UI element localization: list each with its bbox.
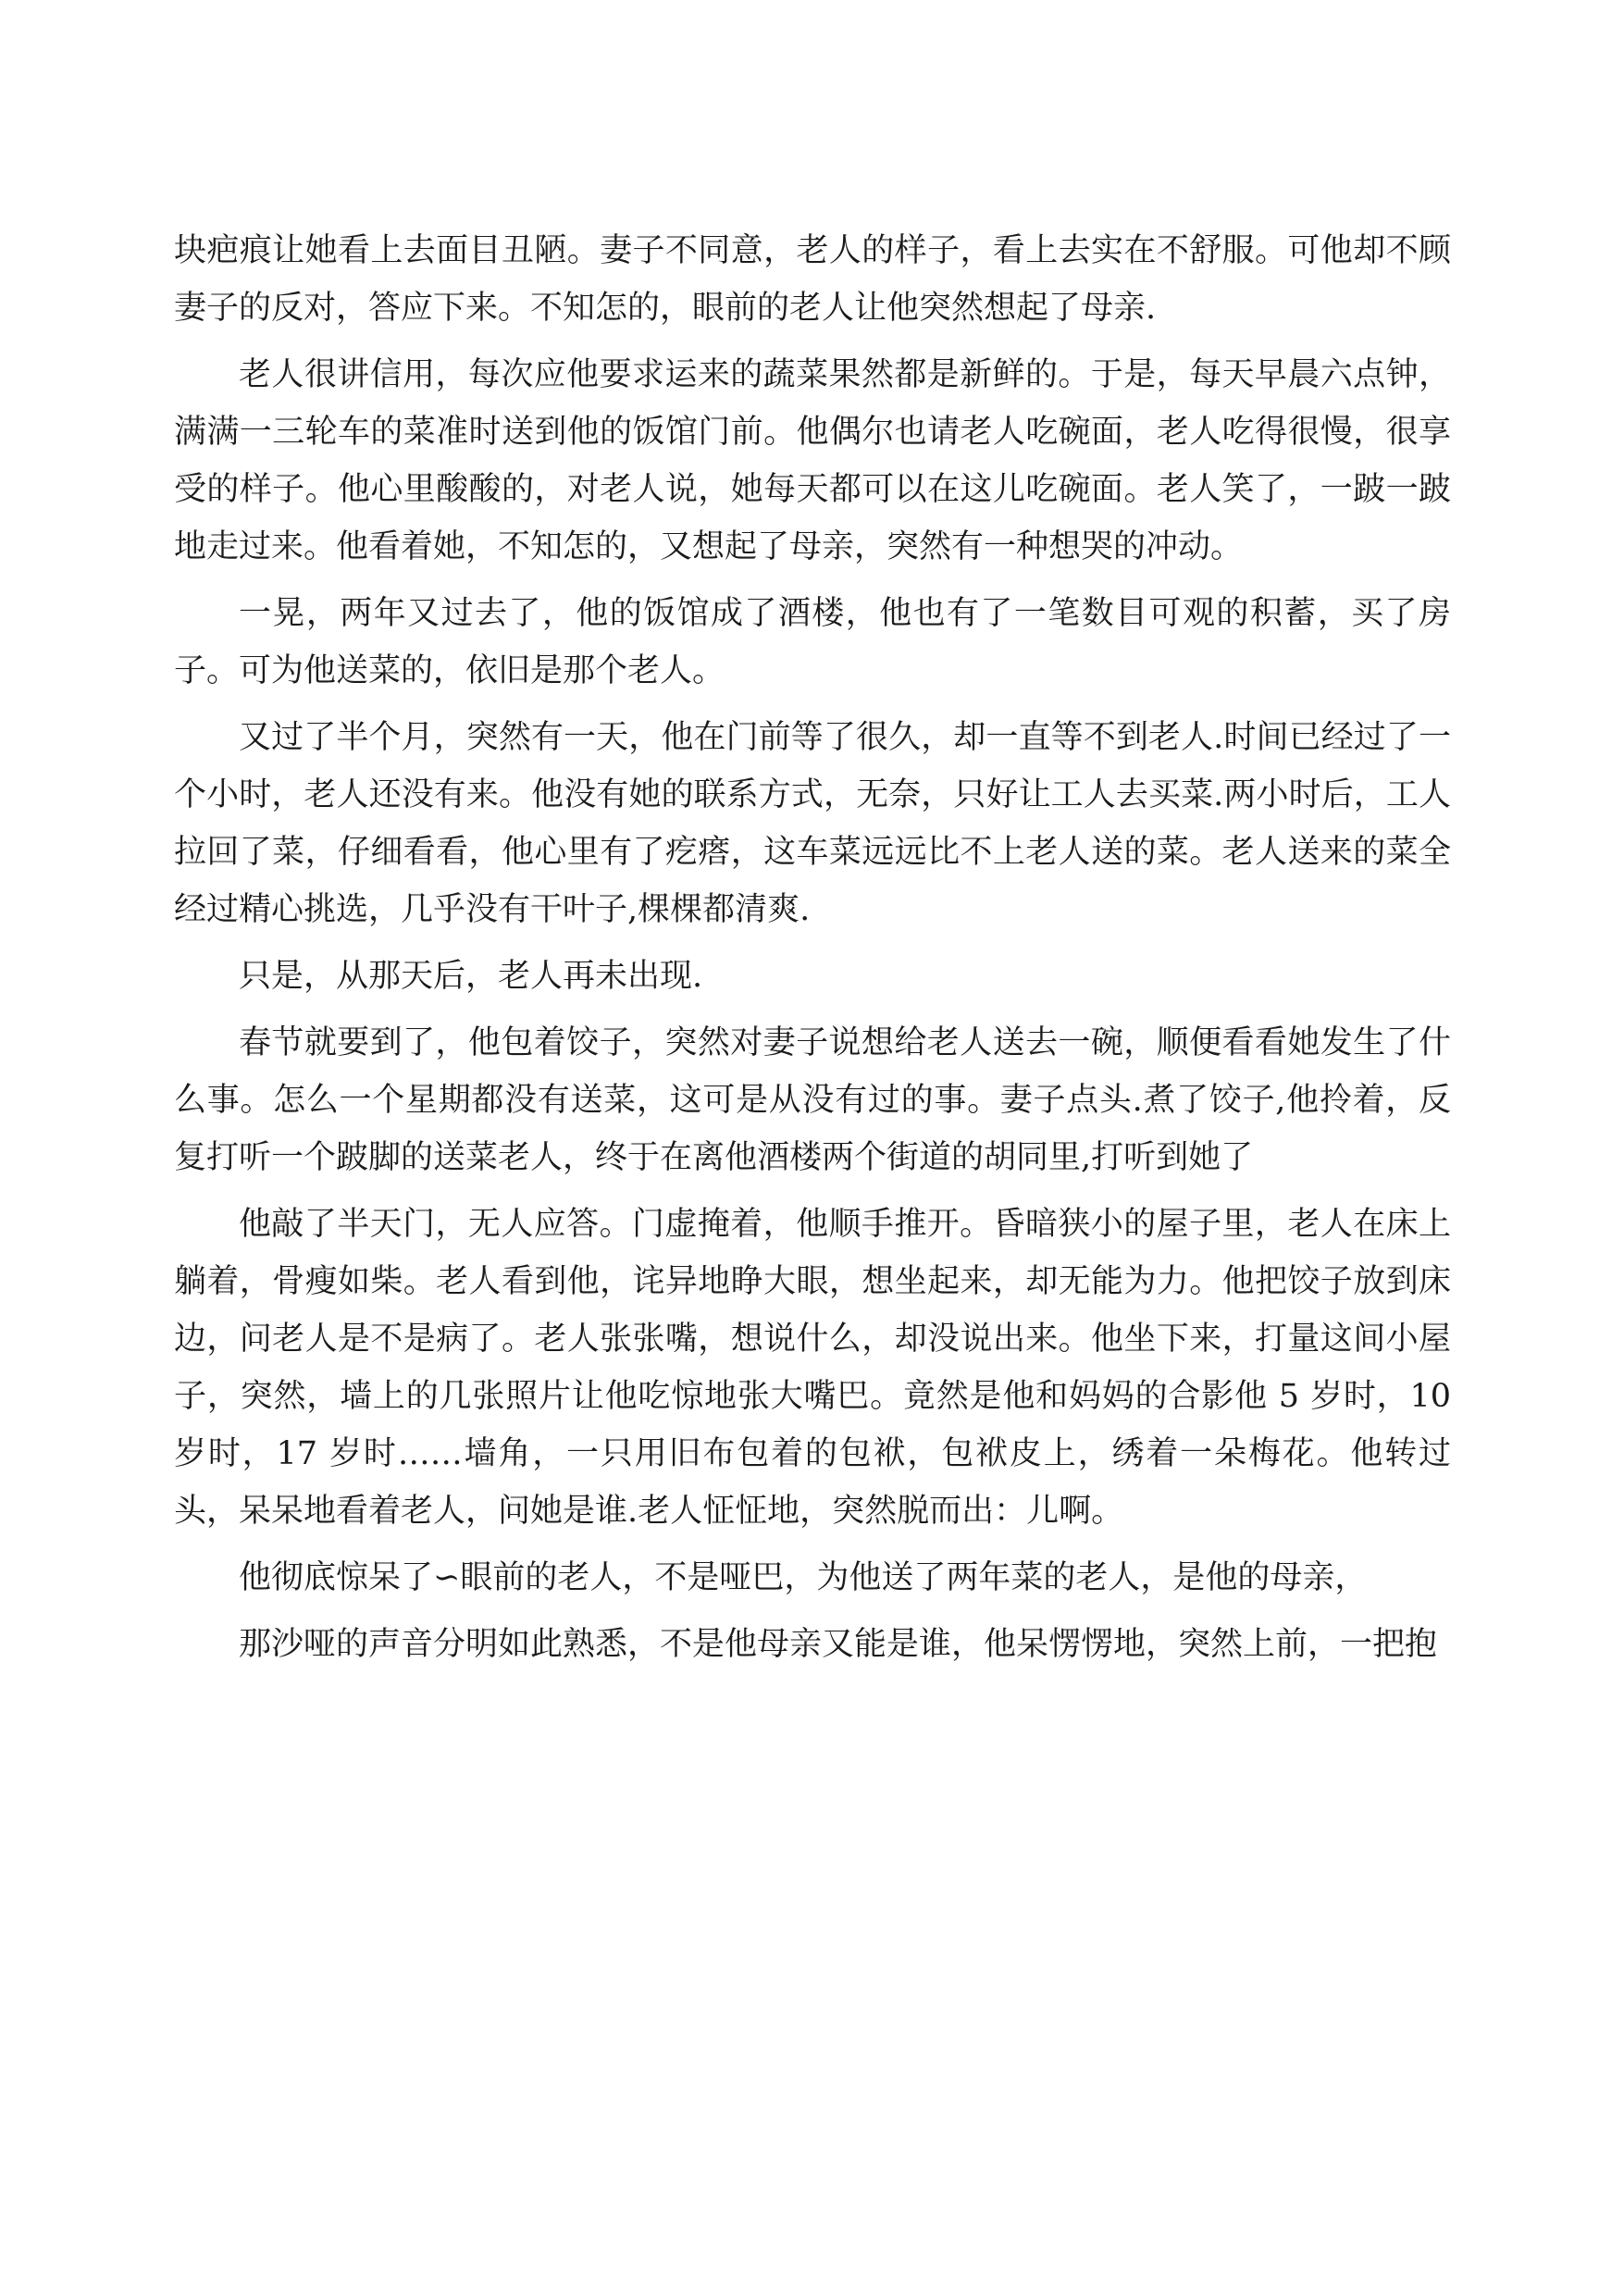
paragraph-9: 那沙哑的声音分明如此熟悉，不是他母亲又能是谁，他呆愣愣地，突然上前，一把抱 bbox=[239, 1626, 1438, 1663]
document-page bbox=[174, 222, 1451, 1682]
paragraph-7: 他敲了半天门，无人应答。门虚掩着，他顺手推开。昏暗狭小的屋子里，老人在床上躺着，骨瘦如柴。老人看到他，诧异地睁大眼，想坐起来，却无能为力。他把饺子放到床边，问老人是不是病了。老人张张嘴，想说什么，却没说出来。他坐下来，打量这间小屋子，突然，墙上的几张照片让他吃惊地张大嘴巴。竟然是他和妈妈的合影他 5 岁时，10 岁时，17 岁时……墙角，一只用旧布包着的包袱，包袱皮上，绣着一朵梅花。他转过头，呆呆地看着老人，问她是谁.老人怔怔地，突然脱而出：儿啊。 bbox=[174, 1206, 1451, 1530]
paragraph-8: 他彻底惊呆了∽眼前的老人，不是哑巴，为他送了两年菜的老人，是他的母亲， bbox=[239, 1559, 1368, 1596]
paragraph-1: 块疤痕让她看上去面目丑陋。妻子不同意，老人的样子，看上去实在不舒服。可他却不顾妻子的反对，答应下来。不知怎的，眼前的老人让他突然想起了母亲. bbox=[174, 232, 1451, 327]
paragraph-6: 春节就要到了，他包着饺子，突然对妻子说想给老人送去一碗，顺便看看她发生了什么事。怎么一个星期都没有送菜，这可是从没有过的事。妻子点头.煮了饺子,他拎着，反复打听一个跛脚的送菜老人，终于在离他酒楼两个街道的胡同里,打听到她了 bbox=[174, 1024, 1451, 1176]
paragraph-3: 一晃，两年又过去了，他的饭馆成了酒楼，他也有了一笔数目可观的积蓄，买了房子。可为他送菜的，依旧是那个老人。 bbox=[174, 595, 1451, 689]
paragraph-4: 又过了半个月，突然有一天，他在门前等了很久，却一直等不到老人.时间已经过了一个小时，老人还没有来。他没有她的联系方式，无奈，只好让工人去买菜.两小时后，工人拉回了菜，仔细看看，他心里有了疙瘩，这车菜远远比不上老人送的菜。老人送来的菜全经过精心挑选，几乎没有干叶子,棵棵都清爽. bbox=[174, 719, 1451, 928]
paragraph-2: 老人很讲信用，每次应他要求运来的蔬菜果然都是新鲜的。于是，每天早晨六点钟，满满一三轮车的菜准时送到他的饭馆门前。他偶尔也请老人吃碗面，老人吃得很慢，很享受的样子。他心里酸酸的，对老人说，她每天都可以在这儿吃碗面。老人笑了，一跛一跛地走过来。他看着她，不知怎的，又想起了母亲，突然有一种想哭的冲动。 bbox=[174, 356, 1451, 565]
paragraph-5: 只是，从那天后，老人再未出现. bbox=[239, 958, 703, 995]
